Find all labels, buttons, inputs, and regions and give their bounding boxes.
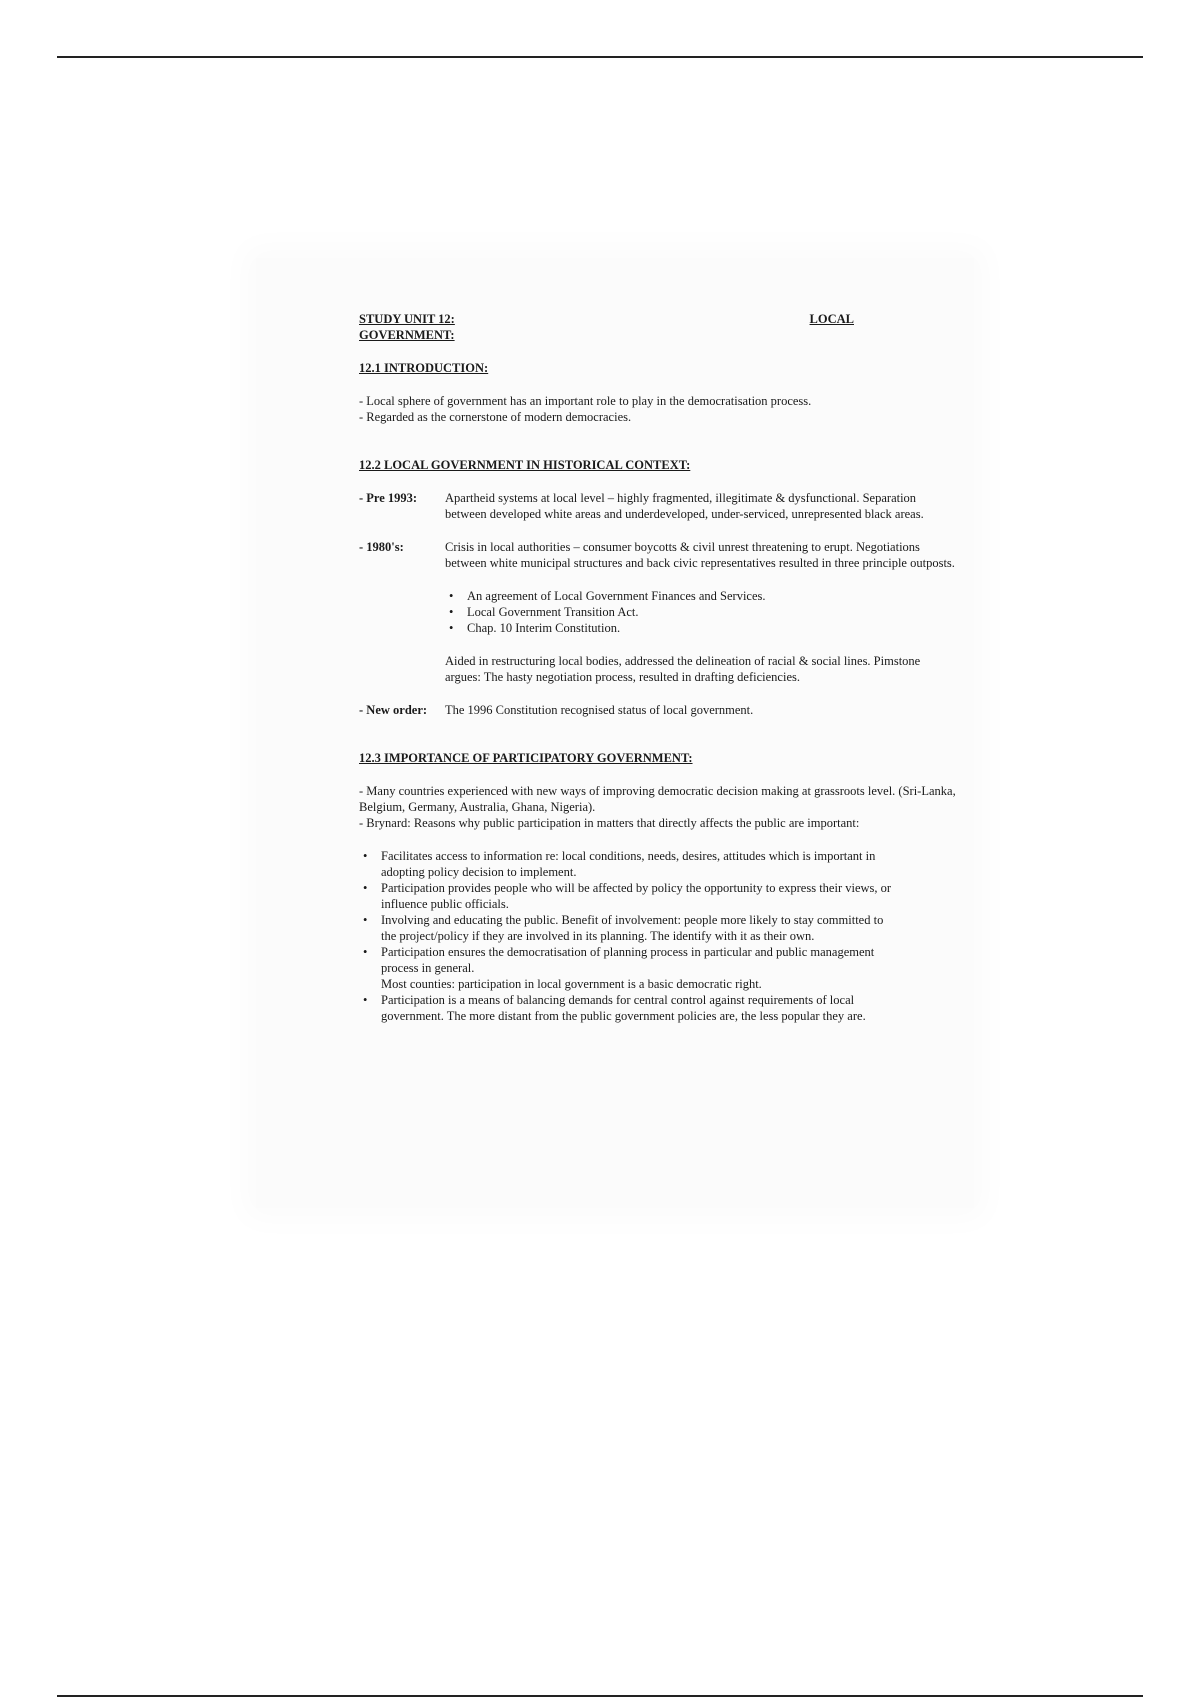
title-left: STUDY UNIT 12: (359, 312, 455, 326)
pre-1993-body: Apartheid systems at local level – highly fragmented, illegitimate & dysfunctional. Separation between developed white areas and underdeveloped, under-serviced, unrepresented black areas. (445, 491, 924, 521)
new-order-term: - New order: (359, 703, 428, 717)
title-line-2: GOVERNMENT: (359, 328, 455, 342)
1980s-after: Aided in restructuring local bodies, addressed the delineation of racial & social lines. Pimstone argues: The hasty negotiation process, resulted in drafting deficiencies. (445, 654, 921, 684)
list-item: • Involving and educating the public. Benefit of involvement: people more likely to stay committed to the project/policy if they are involved in its planning. The identify with it as their own. (363, 913, 884, 943)
bullet-icon: • (363, 881, 368, 895)
1980s-term: - 1980's: (359, 540, 404, 554)
bullet-icon: • (449, 589, 454, 603)
intro-line-1: - Local sphere of government has an important role to play in the democratisation process. (359, 394, 812, 408)
section-12-1-heading: 12.1 INTRODUCTION: (359, 361, 489, 375)
study-unit-title (359, 311, 854, 327)
list-item: • Local Government Transition Act. (449, 605, 639, 619)
list-item: • Participation provides people who will be affected by policy the opportunity to express their views, or influence public officials. (363, 881, 892, 911)
top-rule (57, 56, 1143, 58)
bullet-icon: • (363, 913, 368, 927)
outposts-list (445, 588, 959, 636)
document-body (359, 311, 959, 1024)
participation-reasons-list (359, 848, 899, 1024)
list-item: • Participation ensures the democratisation of planning process in particular and public management process in general. (363, 945, 875, 975)
title-right: LOCAL (809, 312, 854, 326)
1980s-entry (359, 539, 959, 685)
participation-line-1: - Many countries experienced with new ways of improving democratic decision making at grassroots level. (Sri-Lanka, Belgium, Germany, Australia, Ghana, Nigeria). (359, 784, 956, 814)
list-item: • Facilitates access to information re: local conditions, needs, desires, attitudes which is important in adopting policy decision to implement. (363, 849, 876, 879)
bottom-rule (57, 1695, 1143, 1697)
section-12-2-heading: 12.2 LOCAL GOVERNMENT IN HISTORICAL CONTEXT: (359, 458, 691, 472)
bullet-icon: • (449, 605, 454, 619)
list-item: • An agreement of Local Government Finances and Services. (449, 589, 766, 603)
list-item: • Chap. 10 Interim Constitution. (449, 621, 621, 635)
section-12-3-heading: 12.3 IMPORTANCE OF PARTICIPATORY GOVERNMENT: (359, 751, 693, 765)
new-order-entry (359, 702, 959, 718)
pre-1993-term: - Pre 1993: (359, 491, 418, 505)
list-item: • Participation is a means of balancing demands for central control against requirements of local government. The more distant from the public government policies are, the less popular they are. (363, 993, 866, 1023)
bullet-icon: • (363, 849, 368, 863)
bullet-icon: • (363, 993, 368, 1007)
pre-1993-entry (359, 490, 959, 522)
bullet-icon: • (363, 945, 368, 959)
new-order-body: The 1996 Constitution recognised status of local government. (445, 703, 754, 717)
bullet-icon: • (449, 621, 454, 635)
intro-line-2: - Regarded as the cornerstone of modern democracies. (359, 410, 632, 424)
1980s-body: Crisis in local authorities – consumer boycotts & civil unrest threatening to erupt. Negotiations between white municipal structures and back civic representatives resulted in three principle outposts. (445, 540, 955, 570)
participation-line-2: - Brynard: Reasons why public participation in matters that directly affects the public are important: (359, 816, 860, 830)
participation-note: Most counties: participation in local government is a basic democratic right. (381, 977, 762, 991)
